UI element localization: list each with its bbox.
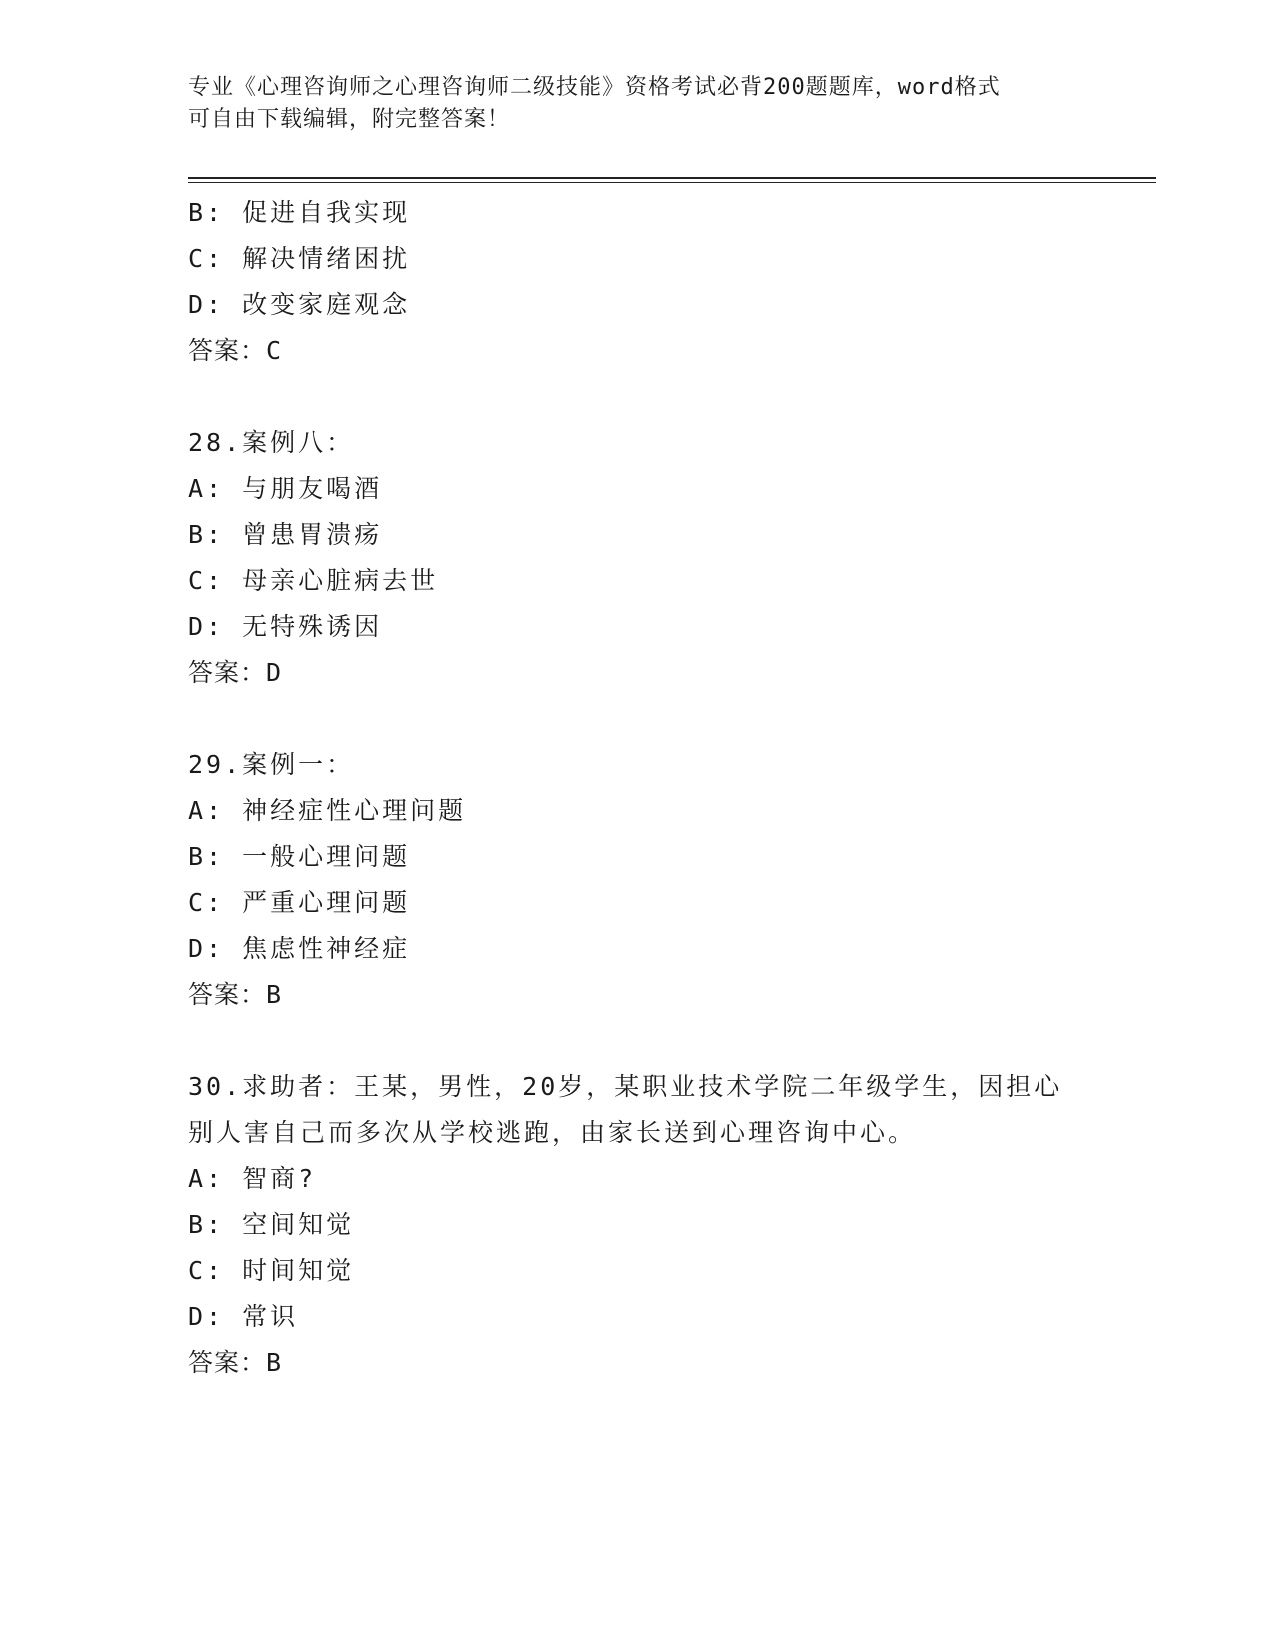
option-d: D: 常识: [188, 1302, 299, 1331]
answer-line: 答案：D: [188, 658, 283, 687]
option-a: A: 神经症性心理问题: [188, 796, 467, 825]
option-d: D: 焦虑性神经症: [188, 934, 411, 963]
option-c: C: 严重心理问题: [188, 888, 411, 917]
question-28: [188, 420, 1088, 696]
question-stem: 29.案例一：: [188, 750, 355, 779]
header-rule-thin: [188, 182, 1156, 183]
option-b: B: 一般心理问题: [188, 842, 411, 871]
question-30: [188, 1064, 1088, 1386]
option-b: B: 促进自我实现: [188, 198, 411, 227]
header-line-2: 可自由下载编辑，附完整答案！: [188, 107, 511, 132]
option-a: A: 与朋友喝酒: [188, 474, 383, 503]
answer-line: 答案：B: [188, 980, 283, 1009]
answer-line: 答案：B: [188, 1348, 283, 1377]
option-b: B: 空间知觉: [188, 1210, 355, 1239]
option-c: C: 时间知觉: [188, 1256, 355, 1285]
header-line-1: 专业《心理咨询师之心理咨询师二级技能》资格考试必背200题题库，word格式: [188, 75, 1001, 100]
header-rule-thick: [188, 177, 1156, 179]
answer-line: 答案：C: [188, 336, 283, 365]
document-header: [188, 72, 1088, 136]
question-stem-line-1: 30.求助者：王某，男性，20岁，某职业技术学院二年级学生，因担心: [188, 1072, 1063, 1101]
spacer: [188, 1018, 1088, 1064]
question-stem: 28.案例八：: [188, 428, 355, 457]
question-27: [188, 190, 1088, 374]
question-stem-line-2: 别人害自己而多次从学校逃跑，由家长送到心理咨询中心。: [188, 1118, 917, 1147]
option-d: D: 改变家庭观念: [188, 290, 411, 319]
option-c: C: 母亲心脏病去世: [188, 566, 439, 595]
question-list: [188, 190, 1088, 1386]
option-a: A: 智商?: [188, 1164, 317, 1193]
spacer: [188, 696, 1088, 742]
option-c: C: 解决情绪困扰: [188, 244, 411, 273]
question-29: [188, 742, 1088, 1018]
option-d: D: 无特殊诱因: [188, 612, 383, 641]
option-b: B: 曾患胃溃疡: [188, 520, 383, 549]
spacer: [188, 374, 1088, 420]
